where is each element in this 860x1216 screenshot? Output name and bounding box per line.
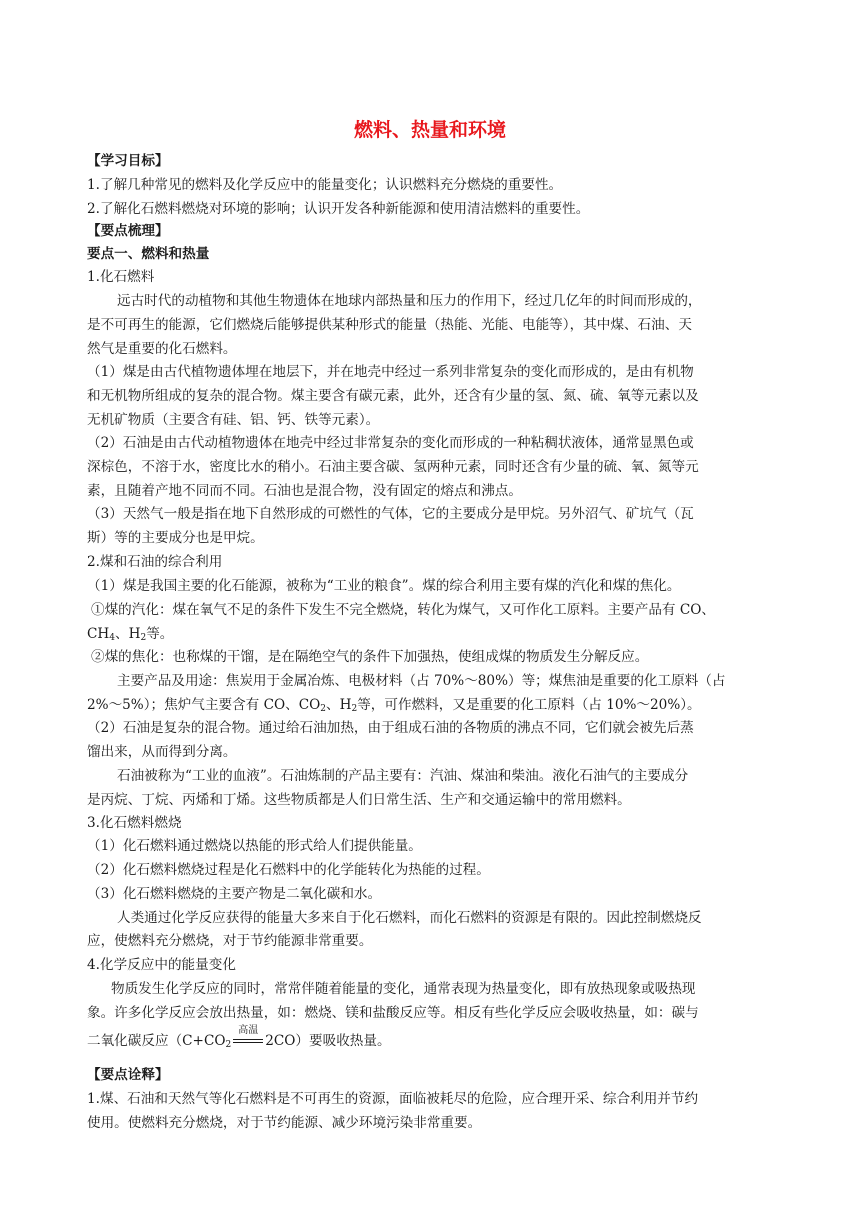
formula-text: 2CO）要吸收热量。: [265, 1033, 391, 1049]
utilization-line: （1）煤是我国主要的化石能源，被称为“工业的粮食”。煤的综合利用主要有煤的汽化和煤的焦化。: [87, 578, 681, 594]
formula-text: 二氧化碳反应（C+CO: [87, 1033, 226, 1049]
subheading-utilization: 2.煤和石油的综合利用: [87, 554, 223, 570]
combustion-line: （1）化石燃料通过燃烧以热能的形式给人们提供能量。: [87, 838, 422, 854]
oil-refining-line: 石油被称为“工业的血液”。石油炼制的产品主要有：汽油、煤油和柴油。液化石油气的主要成分: [117, 768, 689, 784]
reaction-condition-text: 高温: [238, 1025, 259, 1036]
heading-explanation: 【要点诠释】: [87, 1067, 169, 1083]
heading-point-one: 要点一、燃料和热量: [87, 246, 210, 262]
subscript: 2: [320, 704, 327, 714]
energy-line: 物质发生化学反应的同时，常常伴随着能量的变化，通常表现为热量变化，即有放热现象或吸热现: [111, 981, 696, 997]
formula-text: CH: [87, 626, 110, 642]
combustion-line: 应，使燃料充分燃烧，对于节约能源非常重要。: [87, 933, 373, 949]
combustion-line: （2）化石燃料燃烧过程是化石燃料中的化学能转化为热能的过程。: [87, 862, 490, 878]
formula-text: 2%～5%）；焦炉气主要含有 CO、CO: [87, 697, 321, 713]
page-title: 燃料、热量和环境: [353, 119, 506, 141]
energy-equation-line: [87, 1025, 391, 1050]
products-line-2: [87, 696, 701, 714]
heading-key-points: 【要点梳理】: [87, 223, 169, 239]
explanation-line: 1.煤、石油和天然气等化石燃料是不可再生的资源，面临被耗尽的危险，应合理开采、综合利用并节约: [87, 1091, 699, 1107]
coal-line: 和无机物所组成的复杂的混合物。煤主要含有碳元素，此外，还含有少量的氢、氮、硫、氧等元素以及: [87, 388, 699, 404]
paragraph-line: 是不可再生的能源，它们燃烧后能够提供某种形式的能量（热能、光能、电能等），其中煤、石油、天: [87, 317, 692, 333]
formula-text: 等。: [146, 626, 174, 642]
goal-item-2: 2.了解化石燃料燃烧对环境的影响；认识开发各种新能源和使用清洁燃料的重要性。: [87, 201, 590, 217]
oil-refining-line: 是丙烷、丁烷、丙烯和丁烯。这些物质都是人们日常生活、生产和交通运输中的常用燃料。: [87, 792, 631, 808]
reaction-condition: [231, 1025, 265, 1050]
formula-text: 、H: [326, 697, 352, 713]
subscript: 2: [140, 633, 147, 643]
formula-text: 、H: [115, 626, 141, 642]
coal-line: 无机矿物质（主要含有硅、铝、钙、铁等元素）。: [87, 412, 380, 428]
petroleum-line: （2）石油是由古代动植物遗体在地壳中经过非常复杂的变化而形成的一种粘稠状液体，通常显黑色或: [87, 435, 694, 451]
petroleum-line: 深棕色，不溶于水，密度比水的稍小。石油主要含碳、氢两种元素，同时还含有少量的硫、氧、氮等元: [87, 459, 699, 475]
energy-line: 象。许多化学反应会放出热量，如：燃烧、镁和盐酸反应等。相反有些化学反应会吸收热量，如：碳与: [87, 1005, 699, 1021]
subscript: 2: [351, 704, 358, 714]
petroleum-line: 素，且随着产地不同而不同。石油也是混合物，没有固定的熔点和沸点。: [87, 483, 522, 499]
formula-text: 等，可作燃料，又是重要的化工原料（占 10%～20%）。: [357, 697, 701, 713]
subscript: 2: [225, 1040, 232, 1050]
natural-gas-line: 斯）等的主要成分也是甲烷。: [87, 530, 264, 546]
coking-line: ②煤的焦化：也称煤的干馏，是在隔绝空气的条件下加强热，使组成煤的物质发生分解反应。: [91, 649, 649, 665]
equals-bar: [233, 1042, 263, 1043]
subheading-fossil-fuels: 1.化石燃料: [87, 269, 155, 285]
equals-bar: [233, 1039, 263, 1040]
oil-refining-line: （2）石油是复杂的混合物。通过给石油加热，由于组成石油的各物质的沸点不同，它们就会被先后蒸: [87, 720, 694, 736]
paragraph-line: 然气是重要的化石燃料。: [87, 341, 237, 357]
oil-refining-line: 馏出来，从而得到分离。: [87, 744, 237, 760]
goal-item-1: 1.了解几种常见的燃料及化学反应中的能量变化；认识燃料充分燃烧的重要性。: [87, 177, 563, 193]
subheading-energy-change: 4.化学反应中的能量变化: [87, 957, 236, 973]
combustion-line: （3）化石燃料燃烧的主要产物是二氧化碳和水。: [87, 886, 382, 902]
paragraph-line: 远古时代的动植物和其他生物遗体在地球内部热量和压力的作用下，经过几亿年的时间而形成的，: [117, 293, 702, 309]
natural-gas-line: （3）天然气一般是指在地下自然形成的可燃性的气体，它的主要成分是甲烷。另外沼气、矿坑气（瓦: [87, 506, 694, 522]
subscript: 4: [109, 633, 115, 643]
heading-learning-goals: 【学习目标】: [87, 153, 169, 169]
gasification-line: ①煤的汽化：煤在氧气不足的条件下发生不完全燃烧，转化为煤气，又可作化工原料。主要产品有 CO、: [91, 602, 715, 618]
explanation-line: 使用。使燃料充分燃烧，对于节约能源、减少环境污染非常重要。: [87, 1115, 482, 1131]
gasification-products: [87, 625, 173, 643]
subheading-combustion: 3.化石燃料燃烧: [87, 815, 182, 831]
products-line: 主要产品及用途：焦炭用于金属冶炼、电极材料（占 70%～80%）等；煤焦油是重要的化工原料（占: [117, 673, 726, 689]
coal-line: （1）煤是由古代植物遗体埋在地层下，并在地壳中经过一系列非常复杂的变化而形成的，是由有机物: [87, 364, 694, 380]
combustion-line: 人类通过化学反应获得的能量大多来自于化石燃料，而化石燃料的资源是有限的。因此控制燃烧反: [117, 910, 702, 926]
